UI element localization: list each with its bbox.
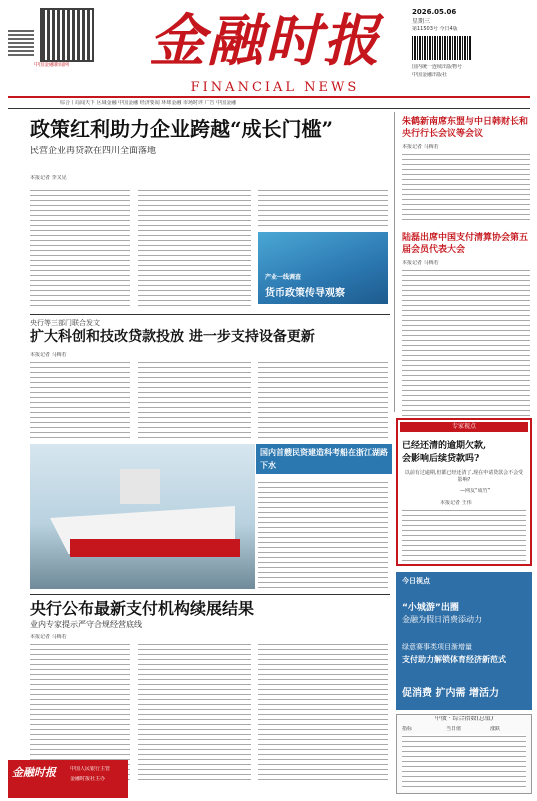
right-guide-item1-sub[interactable]: 金融为假日消费添动力: [402, 615, 482, 624]
bottom-ad-line2: 金融时报社主办: [70, 776, 106, 782]
cn-code: 国内统一连续出版物号: [412, 64, 463, 70]
right-guide-item1-title[interactable]: “小城游”出圈: [402, 603, 459, 613]
sidebar-top-byline: 本报记者 马梅若: [402, 144, 439, 150]
weekday: 星期三: [412, 18, 431, 25]
masthead-english: FINANCIAL NEWS: [190, 80, 360, 95]
sidebar-mid-title[interactable]: 陆磊出席中国支付清算协会第五届会员代表大会: [402, 233, 529, 255]
right-guide-header: 今日视点: [402, 577, 430, 585]
section2-byline: 本报记者 马梅若: [30, 352, 67, 358]
market-table-title: 中债 · 综合指数(总值): [434, 716, 494, 722]
barcode: [412, 36, 472, 60]
headline-main-subtitle: 民营企业再贷款在四川全面落地: [30, 146, 157, 156]
feature-byline: 本报记者 王伟: [440, 500, 472, 506]
right-guide-item2-title[interactable]: 绿意赛事类项目渐增量: [402, 643, 472, 651]
market-col-2: 当日值: [446, 726, 462, 732]
section3-subtitle: 业内专家提示严守合规经营底线: [30, 620, 142, 629]
qr-code: [40, 8, 94, 62]
section2-headline[interactable]: 扩大科创和技改贷款投放 进一步支持设备更新: [30, 329, 315, 345]
issue-number: 第11503号 今日4版: [412, 26, 458, 32]
right-guide-item3[interactable]: 促消费 扩内需 增活力: [402, 688, 499, 699]
bottom-ad-logo: 金融时报: [12, 766, 56, 779]
date: 2026.05.06: [412, 8, 457, 16]
section3-byline: 本报记者 马梅若: [30, 634, 67, 640]
feature-title-line2[interactable]: 会影响后续贷款吗?: [402, 454, 480, 464]
section3-headline[interactable]: 央行公布最新支付机构续展结果: [30, 599, 255, 618]
qr-code-secondary: [8, 30, 34, 56]
market-col-3: 涨跌: [490, 726, 501, 732]
image-caption: 国内首艘民资建造科考船在浙江湖路下水: [256, 444, 392, 474]
right-guide-item2-sub[interactable]: 支付助力解锁体育经济新范式: [402, 655, 506, 664]
feature-source: —网友“成竹”: [460, 488, 491, 494]
section2-kicker: 央行等三部门联合发文: [30, 319, 100, 327]
masthead-logo: 金融时报: [149, 8, 381, 74]
bottom-ad-line1: 中国人民银行主管: [70, 766, 111, 772]
headline-main-byline: 本报记者 李又见: [30, 175, 67, 181]
headline-main[interactable]: 政策红利助力企业跨越“成长门槛”: [30, 117, 334, 141]
publisher: 中国金融出版社: [412, 72, 448, 78]
feature-title-line1[interactable]: 已经还清的逾期欠款,: [402, 441, 487, 451]
feature-quote: 以前有过逾期,但都已经还清了,现在申请贷款会不会受影响?: [404, 470, 524, 483]
edition-code: 中国金融新闻网: [34, 62, 70, 68]
top-navigation[interactable]: 综合丨局闻天下 区域金融 中国金融 经济要闻 环球金融 市场时评 广告 中国金融: [60, 100, 237, 106]
sidebar-mid-byline: 本报记者 马梅若: [402, 260, 439, 266]
feature-label: 专家视点: [400, 422, 528, 432]
photo-banner-kicker: 产业一线调查: [265, 274, 302, 281]
ship-photo: [30, 444, 255, 589]
sidebar-top-title[interactable]: 朱鹤新南席东盟与中日韩财长和央行行长会议等会议: [402, 117, 529, 139]
photo-banner-title: 货币政策传导观察: [265, 288, 345, 299]
market-col-1: 指标: [402, 726, 413, 732]
